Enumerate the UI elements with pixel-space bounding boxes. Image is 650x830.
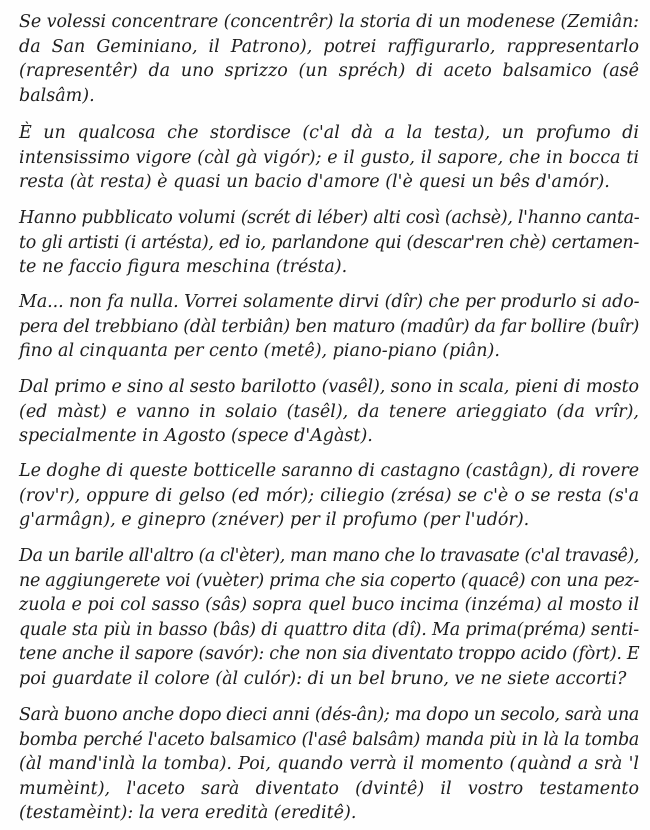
text-line: (rov'r), oppure di gelso (ed mór); ciliegio (zrésa) se c'è o se resta (s'a bbox=[19, 485, 639, 506]
text-line: Ma... non fa nulla. Vorrei solamente dirvi (dîr) che per produrlo si ado- bbox=[19, 292, 640, 312]
text-line: (àl mand'inlà la tomba). Poi, quando verrà il momento (quànd a srà 'l bbox=[19, 754, 639, 775]
paragraph-5 bbox=[19, 375, 639, 449]
text-line: Dal primo e sino al sesto barilotto (vasêl), sono in scala, pieni di mosto bbox=[19, 377, 639, 397]
text-line: g'armâgn), e ginepro (znéver) per il profumo (per l'udór). bbox=[19, 510, 530, 531]
paragraph-3 bbox=[19, 206, 639, 280]
text-line: specialmente in Agosto (spece d'Agàst). bbox=[19, 426, 373, 447]
text-line: bomba perché l'aceto balsamico (l'asê balsâm) manda più in là la tomba bbox=[19, 729, 640, 750]
paragraph-8 bbox=[19, 703, 639, 826]
text-line: (rapresentêr) da uno sprizzo (un spréch) di aceto balsamico (asê bbox=[19, 61, 639, 82]
text-line: (ed màst) e vanno in solaio (tasêl), da tenere arieggiato (da vrîr), bbox=[19, 401, 639, 422]
text-line: Le doghe di queste botticelle saranno di castagno (castâgn), di rovere bbox=[19, 461, 640, 481]
text-line: tene anche il sapore (savór): che non sia diventato troppo acido (fòrt). E bbox=[19, 644, 640, 665]
text-line: ne aggiungerete voi (vuèter) prima che sia coperto (quacê) con una pez- bbox=[19, 570, 639, 591]
text-line: fino al cinquanta per cento (metê), piano-piano (piân). bbox=[19, 341, 500, 362]
paragraph-1 bbox=[19, 10, 639, 108]
text-line: Sarà buono anche dopo dieci anni (dés-ân); ma dopo un secolo, sarà una bbox=[19, 705, 639, 725]
text-line: mumèint), l'aceto sarà diventato (dvintê) il vostro testamento bbox=[19, 778, 639, 799]
text-line: Hanno pubblicato volumi (scrét di léber) alti così (achsè), l'hanno canta- bbox=[19, 208, 640, 228]
text-line: zuola e poi col sasso (sâs) sopra quel buco incima (inzéma) al mosto il bbox=[19, 595, 640, 616]
text-line: to gli artisti (i artésta), ed io, parlandone qui (descar'ren chè) certamen- bbox=[19, 232, 639, 253]
text-line: Da un barile all'altro (a cl'èter), man mano che lo travasate (c'al travasê), bbox=[19, 546, 639, 566]
paragraph-2 bbox=[19, 121, 639, 195]
text-line: (testamèint): la vera eredità (ereditê). bbox=[19, 803, 357, 824]
text-line: balsâm). bbox=[19, 85, 95, 106]
paragraph-6 bbox=[19, 459, 639, 533]
text-line: È un qualcosa che stordisce (c'al dà a la testa), un profumo di bbox=[19, 123, 639, 143]
text-line: te ne faccio figura meschina (trésta). bbox=[19, 257, 348, 278]
text-line: poi guardate il colore (àl culór): di un bel bruno, ve ne siete accorti? bbox=[19, 668, 627, 689]
paragraph-7 bbox=[19, 544, 639, 692]
text-line: pera del trebbiano (dàl terbiân) ben maturo (madûr) da far bollire (buîr) bbox=[19, 316, 639, 337]
text-line: resta (àt resta) è quasi un bacio d'amore (l'è quesi un bês d'amór). bbox=[19, 172, 610, 193]
text-line: da San Geminiano, il Patrono), potrei raffigurarlo, rappresentarlo bbox=[19, 36, 639, 57]
text-line: quale sta più in basso (bâs) di quattro dita (dî). Ma prima(préma) senti- bbox=[19, 619, 639, 640]
text-line: intensissimo vigore (càl gà vigór); e il gusto, il sapore, che in bocca ti bbox=[19, 147, 639, 168]
paragraph-4 bbox=[19, 290, 639, 364]
text-line: Se volessi concentrare (concentrêr) la storia di un modenese (Zemiân: bbox=[19, 12, 639, 32]
